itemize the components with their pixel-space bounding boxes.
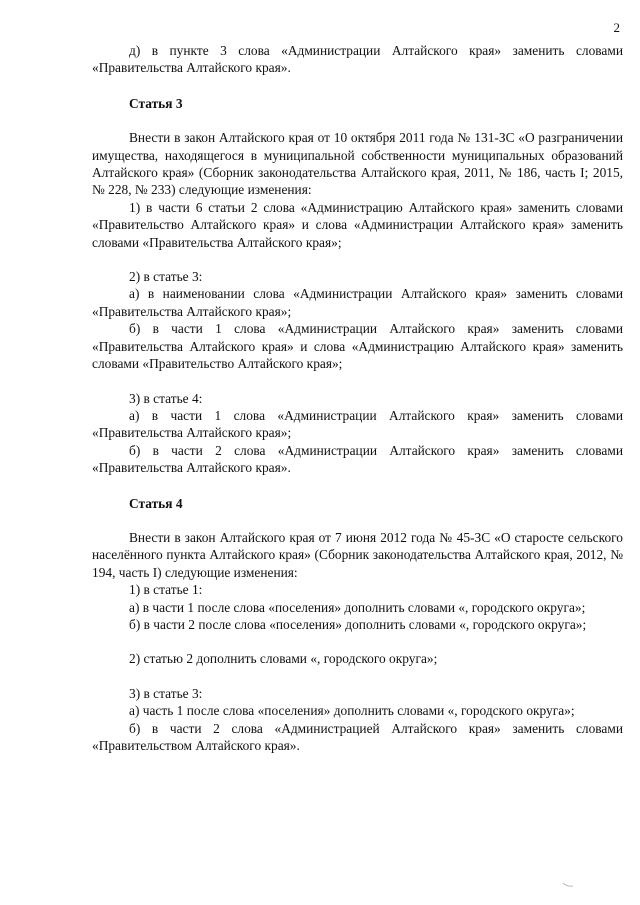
page-number: 2 <box>613 20 620 35</box>
document-body <box>92 42 623 754</box>
paragraph-gap <box>92 633 623 650</box>
paragraph: 2) в статье 3: <box>129 269 203 285</box>
paragraph: б) в части 2 слова «Администрации Алтайского края» заменить словами «Правительства Алтайского края». <box>92 442 623 476</box>
paragraph: Внести в закон Алтайского края от 7 июня 2012 года № 45-ЗС «О старосте сельского населённого пункта Алтайского края» (Сборник законодательства Алтайского края, 2012, № 194, часть I) следующие изменения: <box>92 529 623 580</box>
paragraph-gap <box>92 668 623 685</box>
paragraph: 2) статью 2 дополнить словами «, городского округа»; <box>129 651 438 667</box>
paragraph: б) в части 2 слова «Администрацией Алтайского края» заменить словами «Правительством Алтайского края». <box>92 720 623 753</box>
paragraph: а) часть 1 после слова «поселения» дополнить словами «, городского округа»; <box>129 703 575 719</box>
paragraph: 3) в статье 3: <box>129 685 203 701</box>
paragraph: б) в части 2 после слова «поселения» дополнить словами «, городского округа»; <box>129 616 587 632</box>
paragraph: а) в наименовании слова «Администрации Алтайского края» заменить словами «Правительства Алтайского края»; <box>92 286 623 319</box>
paragraph: Внести в закон Алтайского края от 10 октября 2011 года № 131-ЗС «О разграничении имущества, находящегося в муниципальной собственности муниципальных образований Алтайского края» (Сборник законодательства Алтайского края, 2011, № 186, часть I; 2015, № 228, № 233) следующие изменения: <box>92 130 623 198</box>
paragraph-gap <box>92 373 623 390</box>
article-heading: Статья 3 <box>129 95 183 111</box>
paragraph: б) в части 1 слова «Администрации Алтайского края» заменить словами «Правительства Алтайского края» и слова «Администрацию Алтайского края» заменить словами «Правительство Алтайского края»; <box>92 321 623 372</box>
article-heading: Статья 4 <box>129 495 183 511</box>
paragraph: д) в пункте 3 слова «Администрации Алтайского края» заменить словами «Правительства Алтайского края». <box>92 43 623 76</box>
paragraph: а) в части 1 слова «Администрации Алтайского края» заменить словами «Правительства Алтайского края»; <box>92 407 623 441</box>
paragraph: 1) в статье 1: <box>129 582 203 598</box>
paragraph: 3) в статье 4: <box>129 390 203 406</box>
paragraph: 1) в части 6 статьи 2 слова «Администрацию Алтайского края» заменить словами «Правительство Алтайского края» и слова «Администрации Алтайского края» заменить словами «Правительства Алтайского края»; <box>92 199 623 250</box>
paragraph-gap <box>92 251 623 268</box>
scan-mark <box>562 882 574 888</box>
paragraph: а) в части 1 после слова «поселения» дополнить словами «, городского округа»; <box>129 599 586 615</box>
